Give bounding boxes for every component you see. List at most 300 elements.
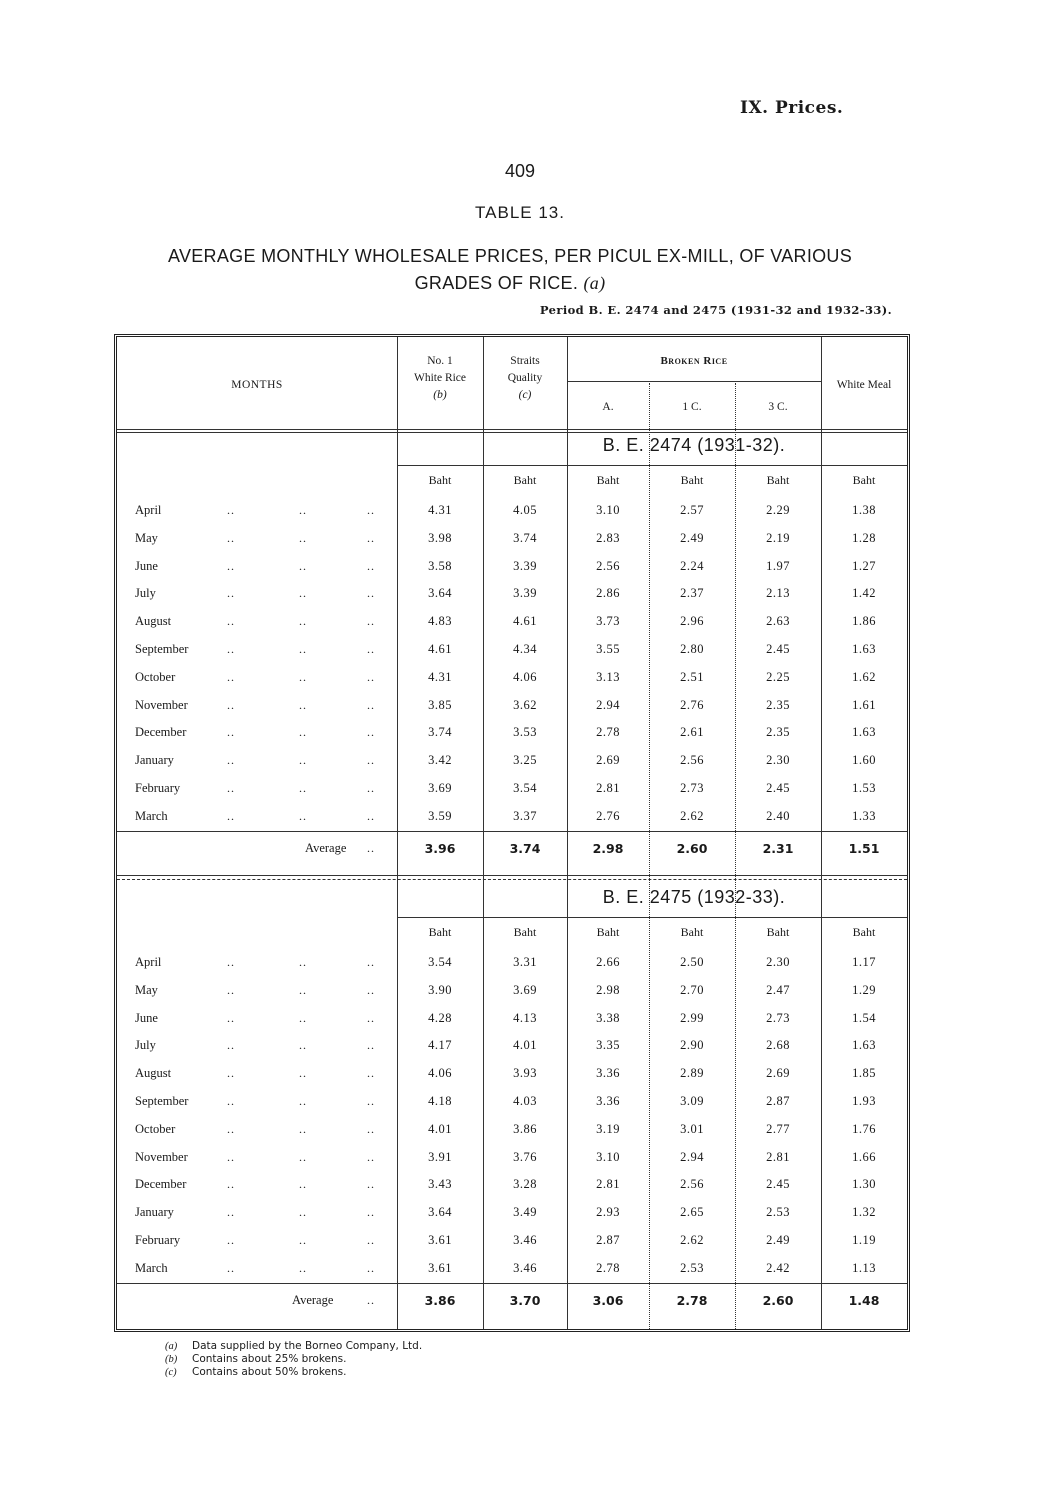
price-value: 2.30 (766, 753, 790, 768)
month-label: November (135, 1149, 188, 1164)
price-value: 3.69 (428, 781, 452, 795)
price-value: 3.25 (513, 753, 537, 768)
price-value: 4.61 (513, 614, 537, 629)
footnote-text: Contains about 50% brokens. (192, 1366, 347, 1378)
leader-dots: .. (367, 558, 375, 573)
month-label: November (135, 697, 188, 712)
price-value: 4.61 (428, 642, 452, 656)
price-value: 2.51 (680, 669, 704, 684)
leader-dots: .. (227, 1149, 235, 1164)
price-value: 2.78 (596, 1260, 620, 1275)
month-label: February (135, 781, 181, 795)
month-label: August (135, 614, 172, 629)
price-value: 4.31 (428, 669, 452, 684)
price-value: 4.17 (428, 1038, 452, 1053)
unit-label: Baht (428, 925, 452, 939)
price-value: 2.81 (596, 781, 620, 795)
leader-dots: .. (299, 808, 307, 823)
leader-dots: .. (227, 1038, 235, 1053)
month-label: December (135, 1177, 187, 1192)
price-value: 2.49 (766, 1233, 790, 1247)
price-value: 2.73 (766, 1010, 790, 1025)
price-value: 3.46 (513, 1260, 537, 1275)
section-title: B. E. 2475 (1932-33). (602, 887, 786, 907)
price-value: 1.13 (852, 1260, 876, 1275)
leader-dots: .. (367, 1293, 375, 1307)
leader-dots: .. (299, 558, 307, 573)
month-label: January (135, 753, 174, 768)
month-label: April (135, 503, 162, 517)
month-label: September (135, 642, 189, 656)
leader-dots: .. (299, 530, 307, 545)
unit-label: Baht (596, 925, 620, 939)
header-broken-3c: 3 C. (768, 401, 788, 413)
leader-dots: .. (299, 1233, 307, 1247)
leader-dots: .. (227, 808, 235, 823)
footnote-text: Data supplied by the Borneo Company, Ltd. (192, 1340, 423, 1352)
leader-dots: .. (367, 1121, 375, 1136)
price-value: 1.54 (852, 1010, 876, 1025)
price-value: 3.54 (513, 781, 537, 795)
price-value: 4.31 (428, 503, 452, 517)
column-divider (397, 337, 398, 1329)
price-value: 2.68 (766, 1038, 790, 1053)
month-label: December (135, 725, 187, 740)
price-value: 2.53 (766, 1205, 790, 1220)
footnote-mark: (a) (165, 1341, 178, 1352)
table-number: TABLE 13. (475, 203, 565, 222)
section-header: IX. Prices. (740, 98, 844, 118)
price-value: 1.63 (852, 642, 876, 656)
month-label: May (135, 530, 158, 545)
price-value: 3.36 (596, 1066, 620, 1081)
price-value: 2.13 (766, 586, 790, 601)
price-value: 4.03 (513, 1094, 537, 1108)
price-value: 3.38 (596, 1010, 620, 1025)
leader-dots: .. (367, 1205, 375, 1220)
price-value: 4.01 (513, 1038, 537, 1053)
price-value: 1.63 (852, 1038, 876, 1053)
leader-dots: .. (227, 1094, 235, 1108)
leader-dots: .. (367, 753, 375, 768)
month-label: April (135, 955, 162, 969)
average-value: 3.70 (509, 1293, 541, 1308)
price-value: 3.61 (428, 1233, 452, 1247)
price-value: 2.65 (680, 1205, 704, 1220)
leader-dots: .. (299, 586, 307, 601)
price-value: 1.17 (852, 955, 876, 969)
price-value: 3.55 (596, 642, 620, 656)
price-value: 2.81 (596, 1177, 620, 1192)
price-value: 3.10 (596, 503, 620, 517)
leader-dots: .. (227, 503, 235, 517)
average-value: 2.98 (592, 841, 624, 856)
unit-label: Baht (680, 925, 704, 939)
leader-dots: .. (367, 808, 375, 823)
table-title-line-1: AVERAGE MONTHLY WHOLESALE PRICES, PER PICUL EX-MILL, OF VARIOUS (167, 246, 853, 266)
price-value: 2.73 (680, 781, 704, 795)
price-value: 4.13 (513, 1010, 537, 1025)
price-value: 2.94 (596, 697, 620, 712)
leader-dots: .. (227, 614, 235, 629)
price-value: 1.27 (852, 558, 876, 573)
price-value: 2.45 (766, 781, 790, 795)
price-value: 4.34 (513, 642, 537, 656)
leader-dots: .. (227, 558, 235, 573)
unit-label: Baht (513, 473, 537, 487)
price-value: 2.77 (766, 1121, 790, 1136)
leader-dots: .. (299, 1177, 307, 1192)
header-white-meal: White Meal (836, 379, 892, 391)
price-value: 2.69 (596, 753, 620, 768)
page-number: 409 (504, 161, 536, 181)
unit-label: Baht (513, 925, 537, 939)
price-value: 3.01 (680, 1121, 704, 1136)
leader-dots: .. (227, 725, 235, 740)
leader-dots: .. (227, 530, 235, 545)
price-value: 3.19 (596, 1121, 620, 1136)
price-value: 2.90 (680, 1038, 704, 1053)
header-straits-line-2: Quality (507, 372, 543, 384)
price-value: 3.09 (680, 1094, 704, 1108)
price-value: 1.62 (852, 669, 876, 684)
price-value: 1.53 (852, 781, 876, 795)
leader-dots: .. (299, 1038, 307, 1053)
average-label: Average (305, 841, 347, 855)
price-value: 2.42 (766, 1260, 790, 1275)
leader-dots: .. (299, 503, 307, 517)
average-value: 2.60 (762, 1293, 794, 1308)
leader-dots: .. (367, 1038, 375, 1053)
price-value: 3.98 (428, 530, 452, 545)
price-value: 2.86 (596, 586, 620, 601)
price-value: 2.66 (596, 955, 620, 969)
price-value: 3.39 (513, 558, 537, 573)
average-value: 3.96 (424, 841, 456, 856)
header-bottom-rule (117, 429, 907, 430)
price-value: 3.37 (513, 808, 537, 823)
price-value: 4.06 (513, 669, 537, 684)
price-value: 4.18 (428, 1094, 452, 1108)
price-value: 2.45 (766, 1177, 790, 1192)
footnotes (165, 1340, 422, 1379)
table-title (130, 243, 890, 297)
price-value: 3.85 (428, 697, 452, 712)
unit-label: Baht (766, 473, 790, 487)
average-label: Average (292, 1293, 334, 1307)
price-value: 2.19 (766, 530, 790, 545)
price-value: 2.94 (680, 1149, 704, 1164)
price-value: 3.43 (428, 1177, 452, 1192)
price-value: 1.30 (852, 1177, 876, 1192)
price-value: 1.63 (852, 725, 876, 740)
average-value: 2.78 (676, 1293, 708, 1308)
price-value: 2.29 (766, 503, 790, 517)
price-value: 3.74 (428, 725, 452, 740)
leader-dots: .. (227, 781, 235, 795)
price-value: 3.54 (428, 955, 452, 969)
header-white-rice-line-2: White Rice (413, 372, 467, 384)
header-white-rice-line-1: No. 1 (427, 355, 453, 367)
price-value: 1.32 (852, 1205, 876, 1220)
leader-dots: .. (227, 586, 235, 601)
leader-dots: .. (367, 841, 375, 855)
leader-dots: .. (299, 1066, 307, 1081)
leader-dots: .. (227, 642, 235, 656)
price-value: 2.63 (766, 614, 790, 629)
price-value: 2.70 (680, 982, 704, 997)
header-broken-1c: 1 C. (682, 401, 702, 413)
price-value: 3.64 (428, 1205, 452, 1220)
unit-label: Baht (766, 925, 790, 939)
price-value: 3.42 (428, 753, 452, 768)
price-value: 3.49 (513, 1205, 537, 1220)
price-value: 3.31 (513, 955, 537, 969)
unit-label: Baht (852, 473, 876, 487)
price-value: 2.99 (680, 1010, 704, 1025)
price-value: 2.56 (680, 753, 704, 768)
price-value: 2.87 (596, 1233, 620, 1247)
leader-dots: .. (299, 669, 307, 684)
section-break-rule-2 (117, 879, 907, 880)
price-value: 3.76 (513, 1149, 537, 1164)
header-straits-line-3: (c) (518, 389, 532, 401)
average-value: 2.60 (676, 841, 708, 856)
average-value: 1.48 (848, 1293, 880, 1308)
leader-dots: .. (227, 697, 235, 712)
price-value: 2.25 (766, 669, 790, 684)
header-months: MONTHS (231, 379, 283, 391)
price-value: 3.62 (513, 697, 537, 712)
price-value: 2.50 (680, 955, 704, 969)
average-rule (117, 1283, 907, 1284)
leader-dots: .. (367, 955, 375, 969)
unit-label: Baht (596, 473, 620, 487)
price-value: 1.28 (852, 530, 876, 545)
section-title-rule (397, 465, 907, 466)
price-value: 4.28 (428, 1010, 452, 1025)
month-label: January (135, 1205, 174, 1220)
price-value: 2.76 (680, 697, 704, 712)
price-value: 2.62 (680, 808, 704, 823)
price-value: 2.93 (596, 1205, 620, 1220)
average-value: 1.51 (848, 841, 880, 856)
unit-label: Baht (852, 925, 876, 939)
header-broken-rice: Broken Rice (660, 355, 728, 367)
leader-dots: .. (299, 1149, 307, 1164)
price-value: 3.61 (428, 1260, 452, 1275)
leader-dots: .. (367, 503, 375, 517)
price-value: 2.57 (680, 503, 704, 517)
price-value: 2.35 (766, 697, 790, 712)
leader-dots: .. (367, 614, 375, 629)
leader-dots: .. (367, 781, 375, 795)
leader-dots: .. (227, 1205, 235, 1220)
month-label: March (135, 1260, 168, 1275)
price-value: 2.24 (680, 558, 704, 573)
price-value: 1.93 (852, 1094, 876, 1108)
leader-dots: .. (367, 982, 375, 997)
month-label: July (135, 586, 156, 601)
leader-dots: .. (367, 1066, 375, 1081)
month-label: August (135, 1066, 172, 1081)
leader-dots: .. (299, 1121, 307, 1136)
price-value: 2.37 (680, 586, 704, 601)
leader-dots: .. (299, 1205, 307, 1220)
price-value: 3.91 (428, 1149, 452, 1164)
header-broken-divider (567, 381, 821, 382)
leader-dots: .. (367, 1233, 375, 1247)
table-title-line-2-text: GRADES OF RICE. (414, 273, 579, 293)
price-value: 3.64 (428, 586, 452, 601)
price-value: 3.90 (428, 982, 452, 997)
price-value: 3.74 (513, 530, 537, 545)
average-value: 3.74 (509, 841, 541, 856)
price-value: 3.58 (428, 558, 452, 573)
header-white-rice-line-3: (b) (433, 389, 447, 401)
leader-dots: .. (299, 725, 307, 740)
footnote-mark: (c) (165, 1367, 177, 1378)
price-value: 3.13 (596, 669, 620, 684)
price-value: 2.89 (680, 1066, 704, 1081)
leader-dots: .. (299, 1260, 307, 1275)
leader-dots: .. (227, 955, 235, 969)
leader-dots: .. (227, 1066, 235, 1081)
price-value: 2.40 (766, 808, 790, 823)
footnote-c (165, 1366, 422, 1379)
average-value: 3.06 (592, 1293, 624, 1308)
period-caption: Period B. E. 2474 and 2475 (1931-32 and 1932-33). (539, 303, 892, 317)
leader-dots: .. (367, 1010, 375, 1025)
leader-dots: .. (367, 530, 375, 545)
leader-dots: .. (367, 1149, 375, 1164)
price-value: 1.97 (766, 558, 790, 573)
price-value: 1.29 (852, 982, 876, 997)
price-value: 2.61 (680, 725, 704, 740)
price-value: 3.59 (428, 808, 452, 823)
leader-dots: .. (227, 1121, 235, 1136)
footnote-a (165, 1340, 422, 1353)
leader-dots: .. (299, 753, 307, 768)
leader-dots: .. (227, 669, 235, 684)
price-value: 1.76 (852, 1121, 876, 1136)
average-value: 2.31 (762, 841, 794, 856)
header-straits-line-1: Straits (510, 355, 540, 367)
section-break-rule (117, 875, 907, 876)
price-value: 1.85 (852, 1066, 876, 1081)
price-value: 4.83 (428, 614, 452, 629)
leader-dots: .. (299, 642, 307, 656)
price-value: 2.56 (680, 1177, 704, 1192)
price-value: 2.96 (680, 614, 704, 629)
price-table (114, 334, 910, 1332)
price-value: 1.38 (852, 503, 876, 517)
leader-dots: .. (367, 725, 375, 740)
price-value: 2.98 (596, 982, 620, 997)
leader-dots: .. (367, 697, 375, 712)
section-title: B. E. 2474 (1931-32). (602, 435, 786, 455)
price-value: 2.87 (766, 1094, 790, 1108)
leader-dots: .. (299, 1094, 307, 1108)
price-value: 2.45 (766, 642, 790, 656)
price-value: 4.06 (428, 1066, 452, 1081)
price-value: 2.83 (596, 530, 620, 545)
price-value: 3.46 (513, 1233, 537, 1247)
table-body (117, 337, 907, 1329)
leader-dots: .. (227, 1010, 235, 1025)
header-broken-a: A. (602, 401, 614, 413)
month-label: February (135, 1233, 181, 1247)
price-value: 2.62 (680, 1233, 704, 1247)
month-label: June (135, 558, 158, 573)
price-value: 1.19 (852, 1233, 876, 1247)
price-value: 1.60 (852, 753, 876, 768)
price-value: 3.35 (596, 1038, 620, 1053)
price-value: 3.93 (513, 1066, 537, 1081)
leader-dots: .. (367, 586, 375, 601)
price-value: 3.28 (513, 1177, 537, 1192)
average-rule (117, 831, 907, 832)
column-divider (735, 383, 736, 1329)
price-value: 1.86 (852, 614, 876, 629)
price-value: 2.69 (766, 1066, 790, 1081)
price-value: 3.53 (513, 725, 537, 740)
price-value: 3.73 (596, 614, 620, 629)
price-value: 2.35 (766, 725, 790, 740)
price-value: 2.49 (680, 530, 704, 545)
month-label: March (135, 808, 168, 823)
price-value: 1.42 (852, 586, 876, 601)
unit-label: Baht (680, 473, 704, 487)
footnote-text: Contains about 25% brokens. (192, 1353, 347, 1365)
leader-dots: .. (367, 642, 375, 656)
month-label: June (135, 1010, 158, 1025)
price-value: 2.78 (596, 725, 620, 740)
price-value: 2.81 (766, 1149, 790, 1164)
header-bottom-rule-2 (117, 432, 907, 433)
leader-dots: .. (299, 1010, 307, 1025)
price-value: 4.05 (513, 503, 537, 517)
leader-dots: .. (227, 753, 235, 768)
leader-dots: .. (299, 955, 307, 969)
section-title-rule (397, 917, 907, 918)
leader-dots: .. (227, 982, 235, 997)
column-divider (821, 337, 822, 1329)
month-label: September (135, 1094, 189, 1108)
leader-dots: .. (227, 1177, 235, 1192)
price-value: 3.10 (596, 1149, 620, 1164)
price-value: 1.61 (852, 697, 876, 712)
leader-dots: .. (299, 781, 307, 795)
price-value: 1.66 (852, 1149, 876, 1164)
leader-dots: .. (299, 982, 307, 997)
price-value: 1.33 (852, 808, 876, 823)
leader-dots: .. (299, 697, 307, 712)
price-value: 3.39 (513, 586, 537, 601)
price-value: 3.86 (513, 1121, 537, 1136)
column-divider (483, 337, 484, 1329)
price-value: 2.56 (596, 558, 620, 573)
table-title-note-mark: (a) (583, 273, 606, 293)
leader-dots: .. (367, 1260, 375, 1275)
leader-dots: .. (227, 1260, 235, 1275)
unit-label: Baht (428, 473, 452, 487)
leader-dots: .. (367, 1177, 375, 1192)
leader-dots: .. (367, 669, 375, 684)
price-value: 3.36 (596, 1094, 620, 1108)
footnote-b (165, 1353, 422, 1366)
footnote-mark: (b) (165, 1354, 178, 1365)
